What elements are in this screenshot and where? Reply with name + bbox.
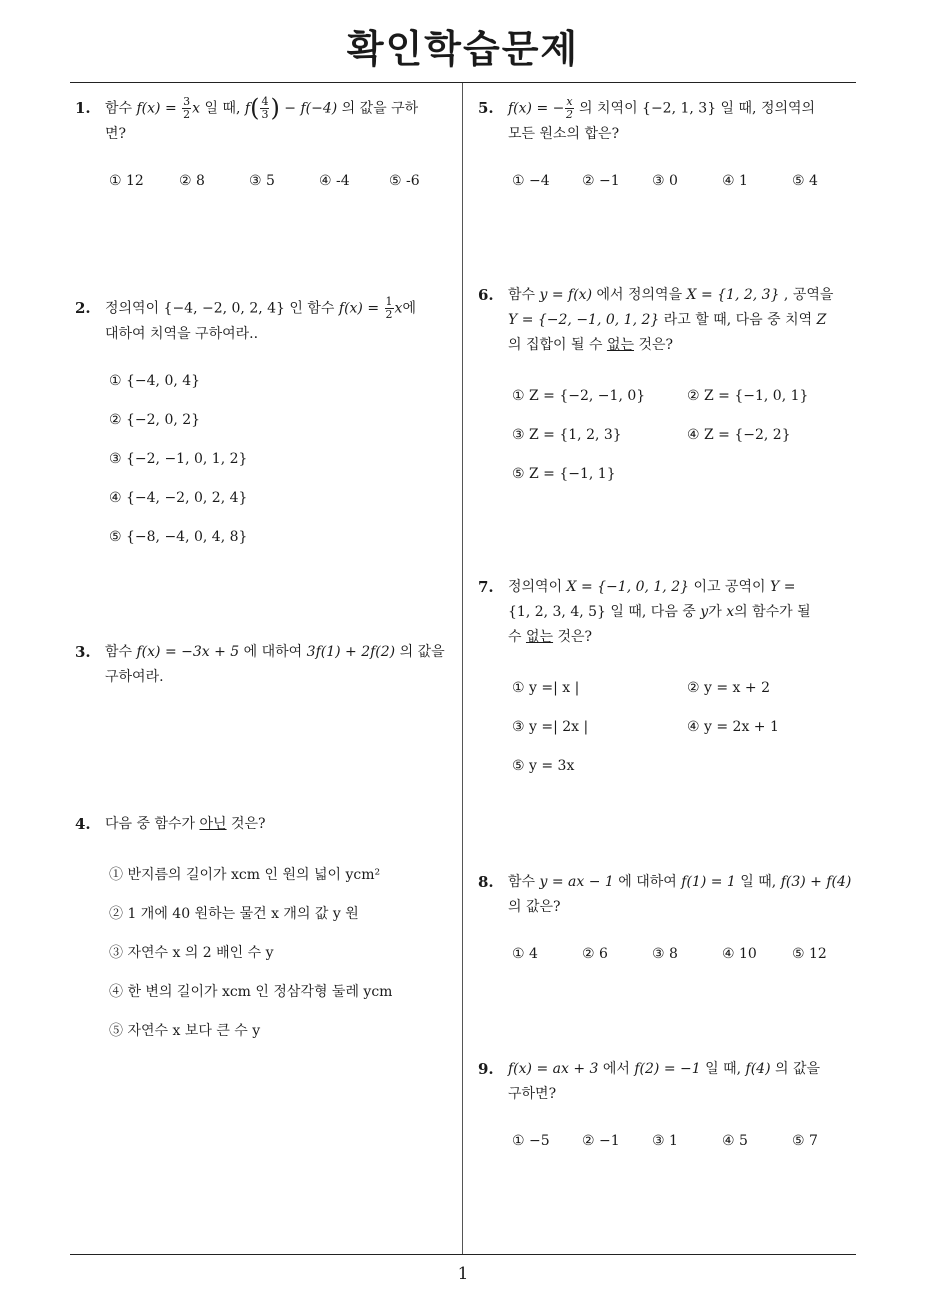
problem-number: 2. [75,299,91,317]
fraction: $\frac{4}{3}$ [261,95,269,121]
choice[interactable]: ② {−2, 0, 2} [109,411,201,428]
problem-stem: 함수 f(x) = −3x + 5 에 대하여 3f(1) + 2f(2) 의 값을 구하여라. [105,644,445,685]
choice[interactable]: ② −1 [582,1133,620,1149]
fraction: $\frac{x}{2}$ [565,95,573,121]
choice-list [109,169,457,194]
choice[interactable]: ② 1 개에 40 원하는 물건 x 개의 값 y 원 [109,906,359,922]
choice[interactable]: ⑤ {−8, −4, 0, 4, 8} [109,528,248,545]
problem-6 [478,283,860,501]
choice[interactable]: ① −5 [512,1133,550,1149]
choice[interactable]: ② Z = {−1, 0, 1} [687,388,809,404]
choice[interactable]: ⑤ y = 3x [512,758,575,774]
choice[interactable]: ④ y = 2x + 1 [687,719,779,735]
choice[interactable]: ⑤ 12 [792,946,827,962]
choice[interactable]: ④ 5 [722,1133,748,1149]
fraction: $\frac{1}{2}$ [385,295,393,321]
choice-list [512,1129,860,1154]
problem-stem: f(x) = − $\frac{x}{2}$ 의 치역이 {−2, 1, 3} 일 때, 정의역의 모든 원소의 합은? [508,95,816,142]
choice[interactable]: ③ y =| 2x | [512,719,589,735]
problem-number: 3. [75,643,91,661]
choice[interactable]: ④ -4 [319,172,350,189]
choice[interactable]: ④ 한 변의 길이가 xcm 인 정삼각형 둘레 ycm [109,984,393,1000]
top-rule [70,82,856,83]
choice[interactable]: ③ 5 [249,172,275,189]
choice[interactable]: ② 8 [179,172,205,189]
choice[interactable]: ① 반지름의 길이가 xcm 인 원의 넓이 ycm² [109,867,381,883]
choice[interactable]: ① −4 [512,172,550,189]
choice[interactable]: ⑤ 4 [792,172,818,189]
choice-list [512,676,860,793]
problem-stem: 함수 y = ax − 1 에 대하여 f(1) = 1 일 때, f(3) + f(4) 의 값은? [508,874,852,915]
page-title: 확인학습문제 [346,27,580,71]
choice[interactable]: ⑤ Z = {−1, 1} [512,466,616,482]
choice[interactable]: ③ 자연수 x 의 2 배인 수 y [109,945,274,961]
bottom-rule [70,1254,856,1255]
problem-1 [75,96,457,194]
problem-stem: 함수 f(x) = $\frac{3}{2}$ x 일 때, f( $\frac{4}{3}$ ) − f(−4) 의 값을 구하 면? [105,94,419,142]
problem-4 [75,812,457,1058]
problem-stem: 정의역이 {−4, −2, 0, 2, 4} 인 함수 f(x) = $\frac{1}{2}$ x에 대하여 치역을 구하여라.. [105,295,416,342]
choice[interactable]: ③ Z = {1, 2, 3} [512,427,622,443]
choice[interactable]: ④ 1 [722,172,748,189]
problem-7 [478,575,860,793]
choice-list [109,863,457,1058]
problem-stem: f(x) = ax + 3 에서 f(2) = −1 일 때, f(4) 의 값을 구하면? [508,1061,821,1102]
choice[interactable]: ⑤ 7 [792,1133,818,1149]
problem-2 [75,296,457,564]
choice[interactable]: ③ 0 [652,172,678,189]
choice[interactable]: ④ {−4, −2, 0, 2, 4} [109,489,248,506]
choice[interactable]: ① Z = {−2, −1, 0} [512,388,646,404]
problem-number: 1. [75,99,91,117]
problem-number: 7. [478,578,494,596]
problem-stem: 다음 중 함수가 아닌 것은? [105,816,266,832]
choice[interactable]: ⑤ -6 [389,172,420,189]
choice[interactable]: ② y = x + 2 [687,680,770,696]
problem-stem: 함수 y = f(x) 에서 정의역을 X = {1, 2, 3} , 공역을 Y = {−2, −1, 0, 1, 2} 라고 할 때, 다음 중 치역 Z 의 집합이 될 수 없는 것은? [508,287,834,353]
fraction: $\frac{3}{2}$ [183,95,191,121]
choice[interactable]: ③ {−2, −1, 0, 1, 2} [109,450,248,467]
problem-number: 6. [478,286,494,304]
choice[interactable]: ⑤ 자연수 x 보다 큰 수 y [109,1023,261,1039]
choice-list [512,384,860,501]
problem-stem: 정의역이 X = {−1, 0, 1, 2} 이고 공역이 Y = {1, 2, 3, 4, 5} 일 때, 다음 중 y가 x의 함수가 될 수 없는 것은? [508,579,811,645]
choice[interactable]: ① 12 [109,172,144,189]
choice[interactable]: ③ 8 [652,946,678,962]
problem-number: 4. [75,815,91,833]
problem-number: 9. [478,1060,494,1078]
problem-number: 5. [478,99,494,117]
choice[interactable]: ② −1 [582,172,620,189]
choice-list [512,942,860,967]
column-divider [462,83,463,1254]
choice[interactable]: ① {−4, 0, 4} [109,372,201,389]
choice-list [109,369,457,564]
problem-9 [478,1057,860,1154]
choice[interactable]: ④ 10 [722,946,757,962]
choice-list [512,169,860,194]
problem-number: 8. [478,873,494,891]
choice[interactable]: ① y =| x | [512,680,580,696]
problem-5 [478,96,860,194]
choice[interactable]: ② 6 [582,946,608,962]
choice[interactable]: ① 4 [512,946,538,962]
problem-8 [478,870,860,967]
choice[interactable]: ③ 1 [652,1133,678,1149]
problem-3 [75,640,457,690]
choice[interactable]: ④ Z = {−2, 2} [687,427,791,443]
page-number: 1 [457,1264,469,1284]
